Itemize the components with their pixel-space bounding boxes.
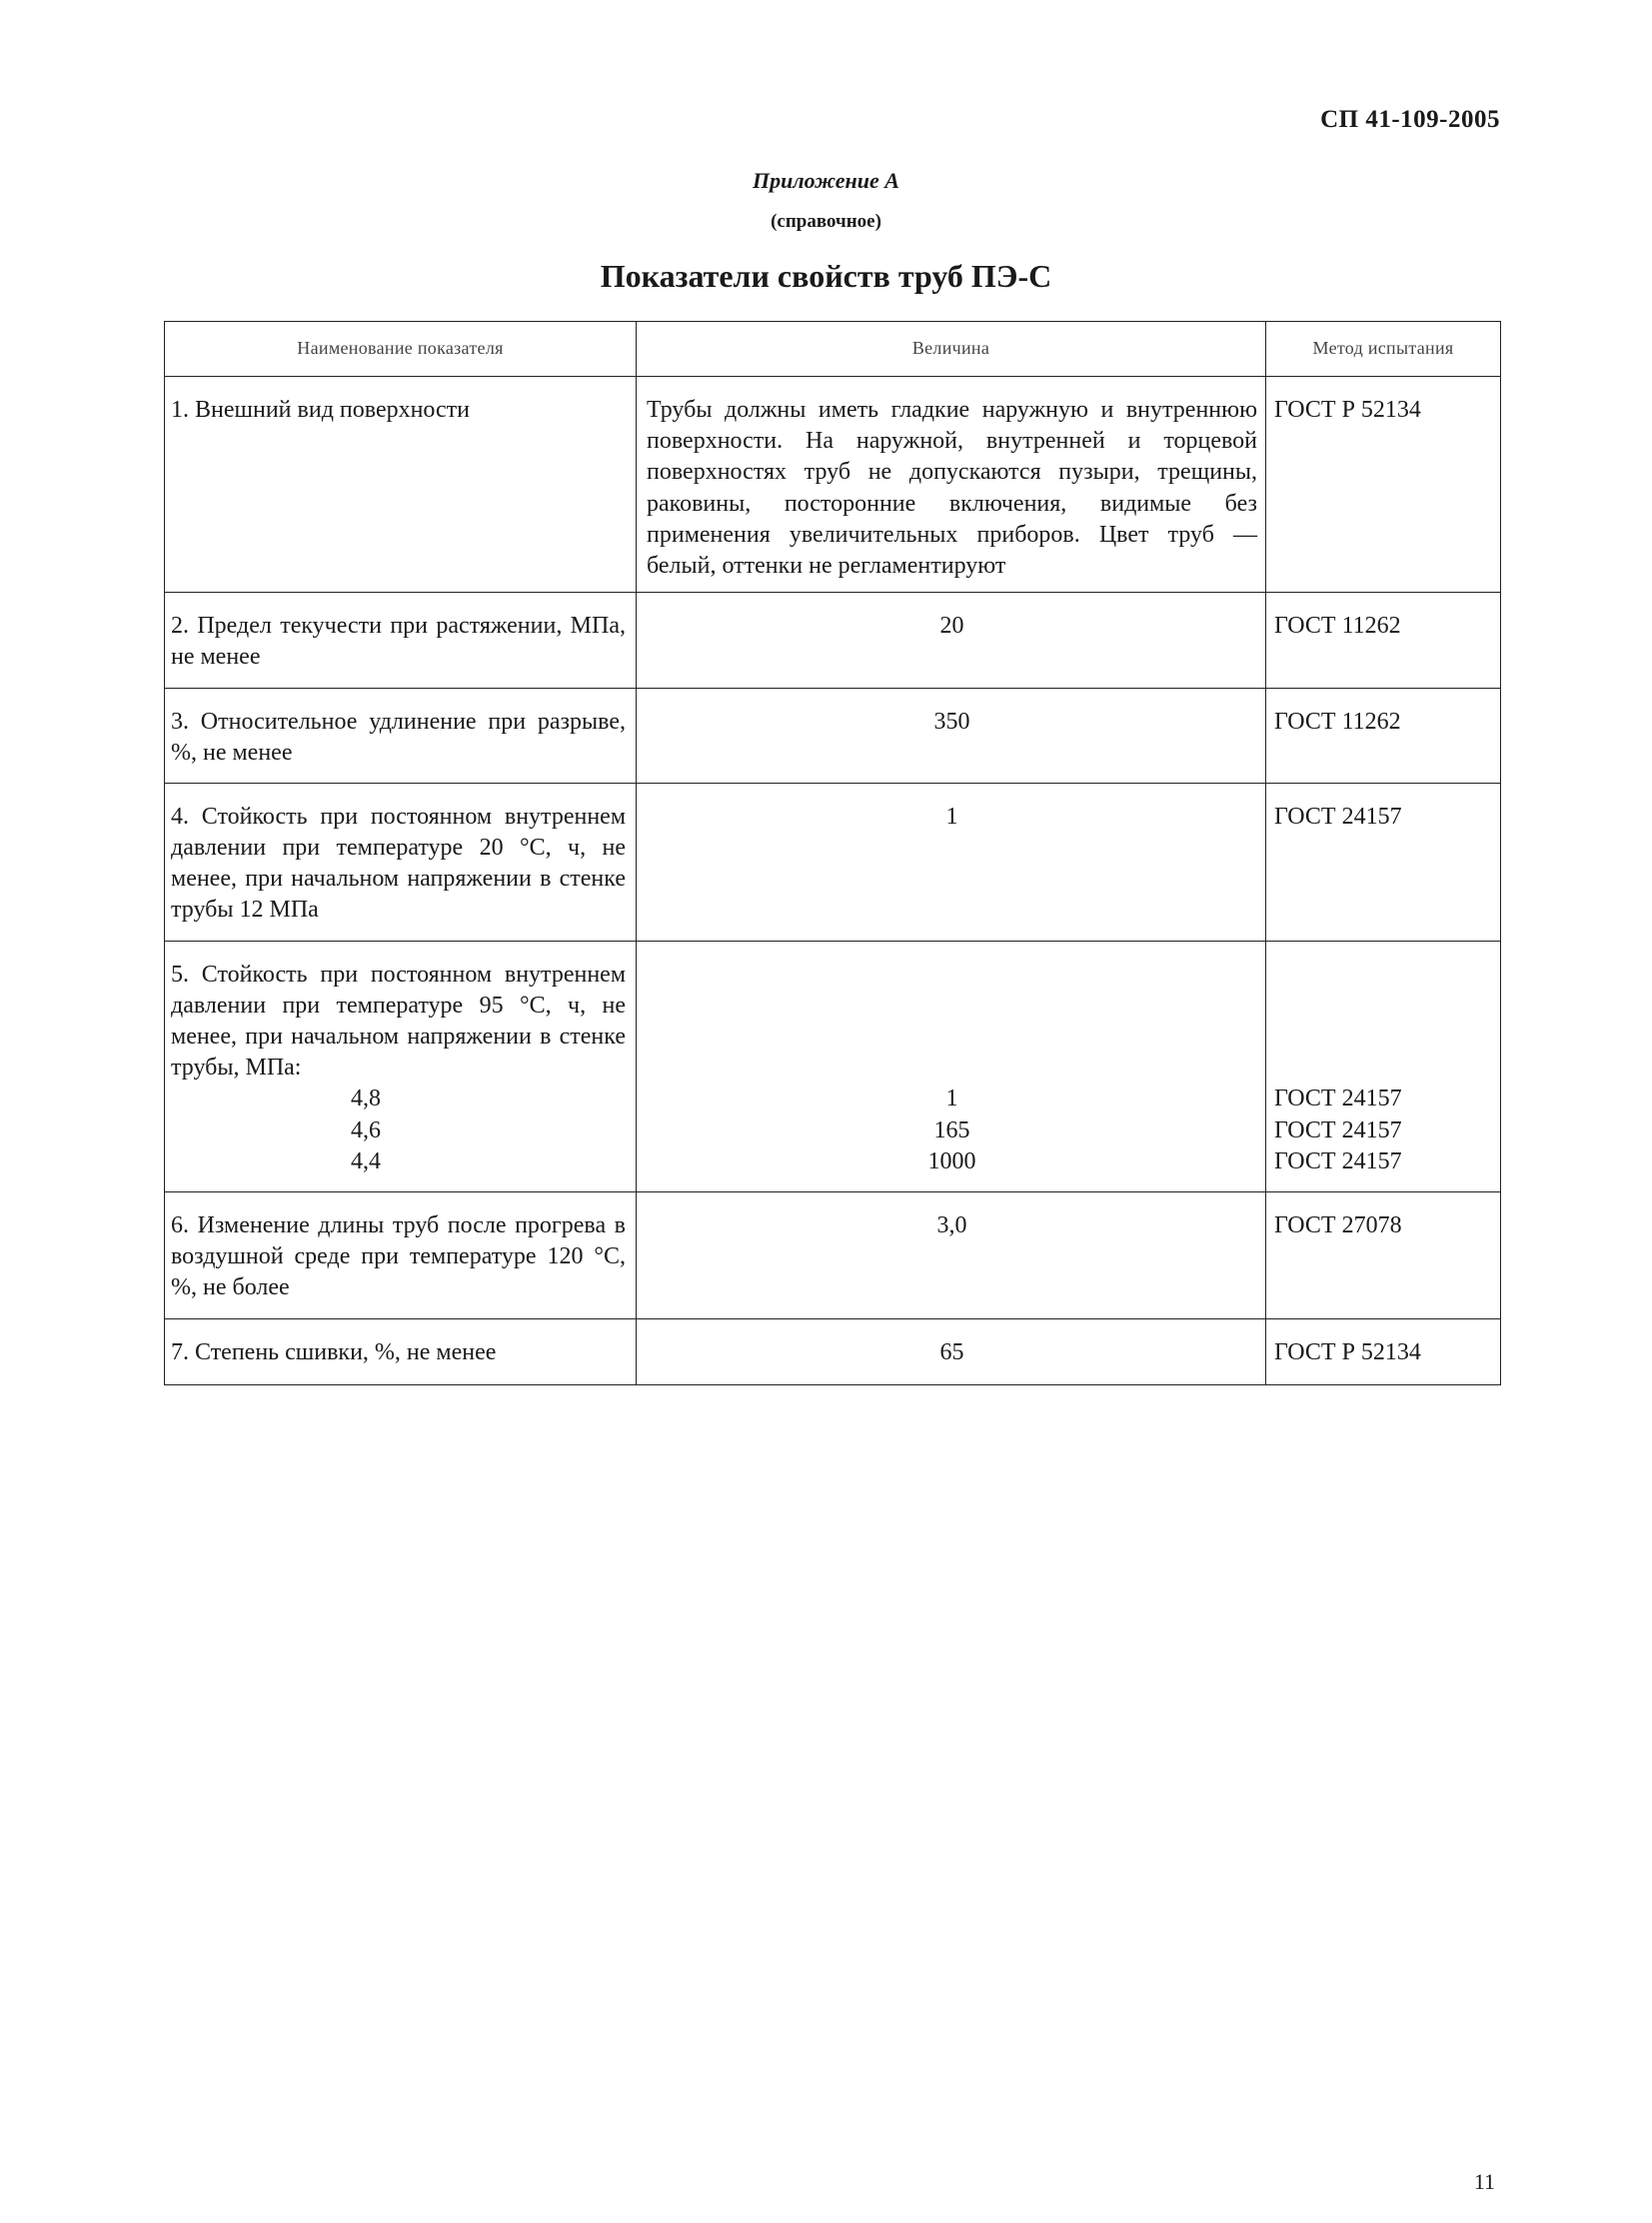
property-value [637,941,1266,1191]
property-value: 20 [637,593,1266,688]
sub-method: ГОСТ 24157 [1274,1147,1402,1174]
table-row [165,1318,1501,1384]
property-value: 350 [637,688,1266,783]
table-row [165,593,1501,688]
page-number: 11 [1473,2169,1495,2194]
column-header-name: Наименование показателя [165,322,637,377]
table-header-row [165,322,1501,377]
property-name: 2. Предел текучести при растяжении, МПа, не менее [165,593,637,688]
test-method [1266,941,1501,1191]
stress-value: 4,6 [351,1116,381,1143]
property-name: 4. Стойкость при постоянном внутреннем давлении при температуре 20 °С, ч, не менее, при начальном напряжении в стенке трубы 12 МПа [165,783,637,941]
appendix-kind: (справочное) [771,211,881,232]
column-header-method: Метод испытания [1266,322,1501,377]
appendix-title: Приложение А [753,168,899,193]
property-name [165,941,637,1191]
document-code: СП 41-109-2005 [1320,106,1500,133]
stress-value: 4,8 [351,1086,381,1112]
test-method: ГОСТ 24157 [1266,783,1501,941]
test-method: ГОСТ 11262 [1266,593,1501,688]
property-name: 7. Степень сшивки, %, не менее [165,1318,637,1384]
table-row [165,688,1501,783]
table-row [165,941,1501,1191]
property-name: 6. Изменение длины труб после прогрева в воздушной среде при температуре 120 °С, %, не более [165,1191,637,1318]
sub-value: 1 [945,1086,958,1112]
page-title: Показатели свойств труб ПЭ-С [600,258,1052,294]
table-row [165,377,1501,593]
table-row [165,783,1501,941]
property-name-text: 5. Стойкость при постоянном внутреннем давлении при температуре 95 °С, ч, не менее, при начальном напряжении в стенке трубы, МПа: [171,961,626,1082]
table-row [165,1191,1501,1318]
sub-value: 1000 [927,1147,976,1174]
property-value: Трубы должны иметь гладкие наружную и внутреннюю поверхности. На наружной, внутренней и торцевой поверхностях труб не допускаются пузыри, трещины, раковины, посторонние включения, видимые без применения увеличительных приборов. Цвет труб — белый, оттенки не регламентируют [637,377,1266,593]
property-name: 1. Внешний вид поверхности [165,377,637,593]
stress-value: 4,4 [351,1147,381,1174]
property-name: 3. Относительное удлинение при разрыве, %, не менее [165,688,637,783]
sub-value: 165 [933,1116,970,1143]
sub-method: ГОСТ 24157 [1274,1086,1402,1112]
sub-method: ГОСТ 24157 [1274,1116,1402,1143]
test-method: ГОСТ 27078 [1266,1191,1501,1318]
test-method: ГОСТ Р 52134 [1266,377,1501,593]
test-method: ГОСТ Р 52134 [1266,1318,1501,1384]
property-value: 1 [637,783,1266,941]
property-value: 3,0 [637,1191,1266,1318]
test-method: ГОСТ 11262 [1266,688,1501,783]
property-value: 65 [637,1318,1266,1384]
properties-table [164,321,1501,1385]
column-header-value: Величина [637,322,1266,377]
